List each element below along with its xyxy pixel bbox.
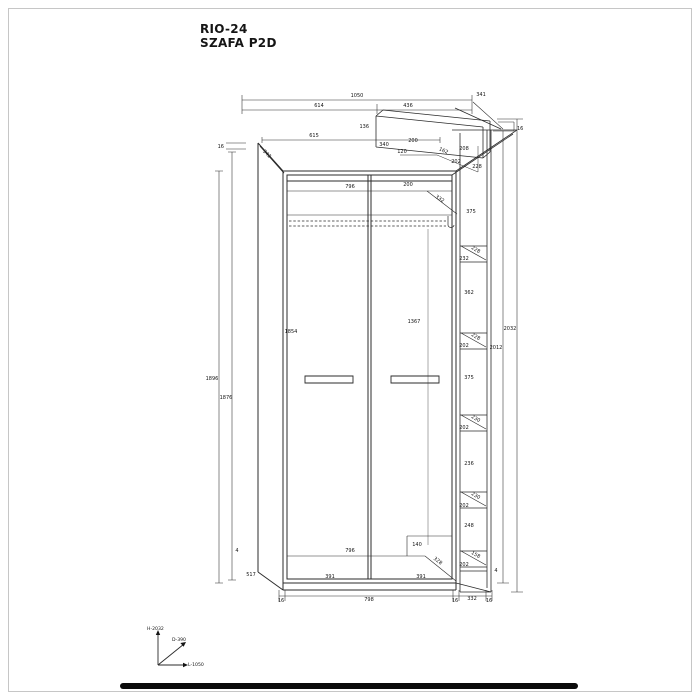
dim-top-depth: 341	[476, 92, 486, 98]
dim-col-shelf2-w: 202	[459, 343, 469, 349]
dim-left-bottom-diag: 517	[246, 572, 256, 578]
legend-height: H-2032	[147, 627, 164, 632]
dim-cornice-a: 200	[408, 138, 418, 144]
dim-col-shelf3-depth: 230	[469, 414, 482, 425]
dim-right-outer-height: 2032	[503, 326, 517, 332]
dim-top-shelf-width: 796	[345, 184, 355, 190]
dim-col-shelf4-depth: 230	[469, 491, 482, 502]
dim-col-gap1: 375	[466, 209, 476, 215]
dim-bottom-box-height: 140	[412, 542, 422, 548]
dim-col-shelf1-depth: 228	[469, 245, 482, 256]
dim-col-shelf2-depth: 228	[469, 332, 482, 343]
legend-length: L-1050	[188, 663, 204, 668]
dim-bottom-side-width: 332	[467, 596, 477, 602]
door-handles	[305, 376, 439, 383]
dim-top-right-thickness: 16	[517, 126, 524, 132]
dim-col-shelf1-w: 232	[459, 256, 469, 262]
side-unit-frame	[452, 108, 517, 592]
dim-right-inner-height: 2012	[489, 345, 503, 351]
side-shelf-unit	[452, 108, 517, 592]
dim-col-shelf4-w: 202	[459, 503, 469, 509]
dim-width-left: 614	[314, 103, 324, 109]
axis-legend	[147, 626, 204, 668]
dim-bottom-shelf-depth: 328	[431, 555, 444, 567]
dim-col-shelf5-w: 202	[459, 562, 469, 568]
dim-side-top-depth: 342	[261, 148, 273, 160]
bottom-bar	[120, 683, 578, 689]
dim-bottom-t3: 16	[485, 598, 493, 604]
dim-bottom-left-width: 391	[325, 574, 335, 580]
rod-hook-icon	[448, 216, 454, 228]
dim-col-shelf5-depth: 158	[469, 550, 482, 561]
dim-cornice-f: 228	[472, 164, 482, 170]
dim-bottom-width: 798	[364, 597, 374, 603]
dim-left-inner-height: 1876	[219, 395, 233, 401]
dim-left-outer-height: 1896	[205, 376, 219, 382]
wardrobe-outline	[258, 143, 456, 590]
dim-top-left-thickness: 16	[217, 144, 224, 150]
dim-cornice-b: 120	[397, 149, 407, 155]
dim-cornice-c: 162	[437, 146, 449, 156]
cornice-box	[376, 110, 490, 172]
cabinet-outline	[258, 143, 456, 590]
dim-rod-drop: 1367	[407, 319, 421, 325]
dim-top-shelf-depth: 332	[433, 194, 446, 205]
dim-col-gap3: 375	[464, 375, 474, 381]
dim-col-gap4: 236	[464, 461, 474, 467]
dim-cornice-height: 136	[359, 124, 369, 130]
dim-bottom-t2: 16	[451, 598, 459, 604]
dim-cornice-width: 340	[379, 142, 389, 148]
dim-col-gap2: 362	[464, 290, 474, 296]
dim-col-shelf3-w: 202	[459, 425, 469, 431]
dim-overall-width: 1050	[350, 93, 364, 99]
dim-width-right: 436	[403, 103, 413, 109]
dimension-labels	[206, 92, 524, 604]
dim-cornice-d: 208	[459, 146, 469, 152]
cornice-outline	[376, 110, 490, 158]
door-divider	[368, 175, 371, 579]
interior-shelf-lines	[284, 191, 457, 581]
interior-details	[284, 191, 457, 581]
drawing-title-model: RIO-24	[200, 22, 248, 36]
dim-top-gap: 200	[403, 182, 413, 188]
dim-col-gap5: 248	[464, 523, 474, 529]
axis-arrowheads-icon	[156, 630, 188, 667]
dim-col-back-gap: 4	[494, 568, 498, 574]
dim-left-back-gap: 4	[235, 548, 239, 554]
dim-clear-height: 1854	[284, 329, 298, 335]
drawing-title-type: SZAFA P2D	[200, 36, 277, 50]
dim-cornice-e: 202	[451, 159, 461, 165]
dim-bottom-shelf-width: 796	[345, 548, 355, 554]
dim-bottom-right-width: 391	[416, 574, 426, 580]
dim-bottom-t1: 16	[277, 598, 285, 604]
legend-depth: D-390	[172, 638, 186, 643]
dim-cornice-offset: 615	[309, 133, 319, 139]
